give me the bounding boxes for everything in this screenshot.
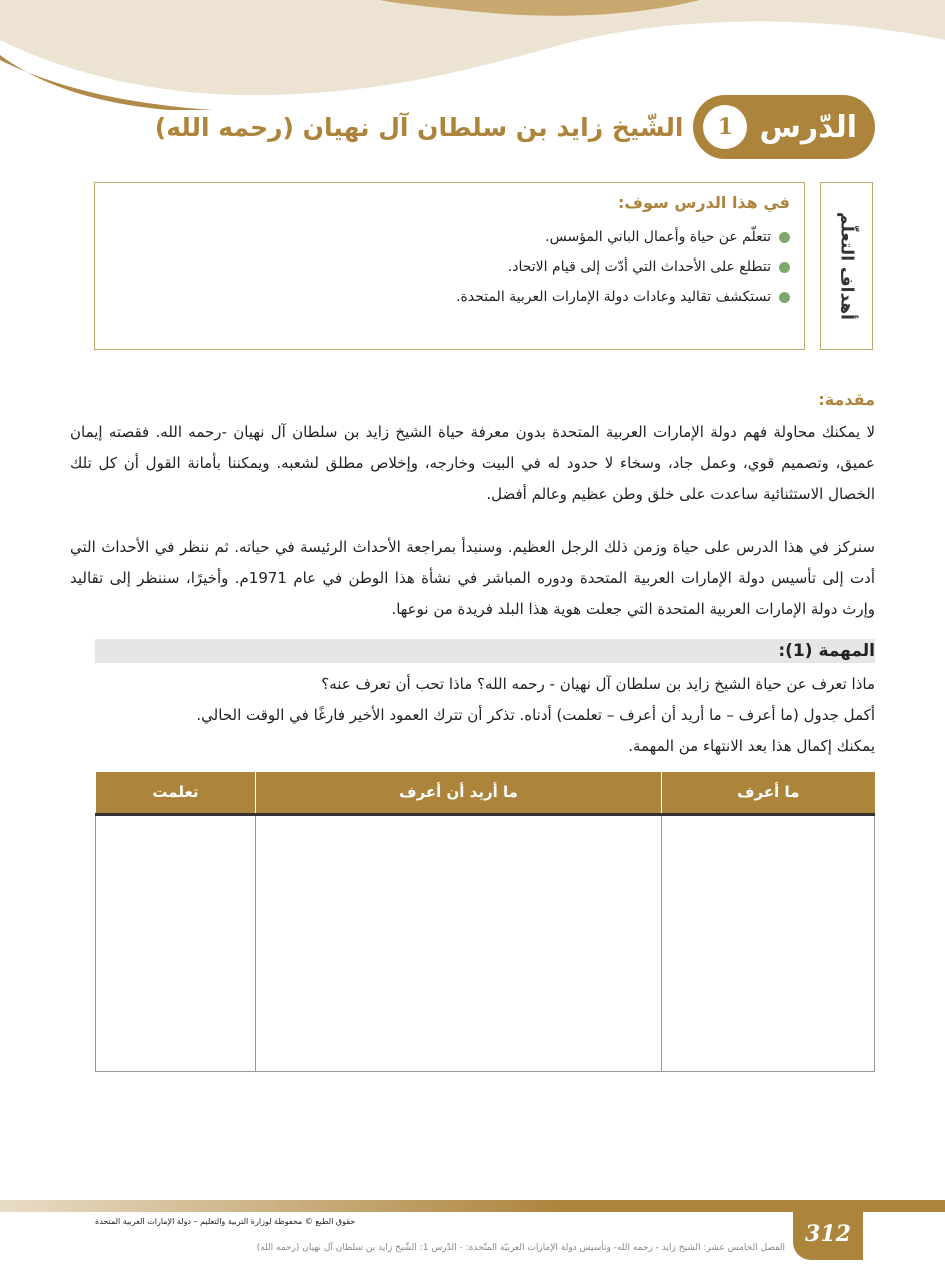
task-title: المهمة (1): — [778, 641, 875, 661]
goal-item — [109, 222, 790, 252]
goals-heading: في هذا الدرس سوف: — [618, 193, 790, 212]
want-cell[interactable] — [255, 814, 661, 1072]
intro-heading: مقدمة: — [818, 390, 875, 409]
lesson-number: 1 — [703, 105, 747, 149]
lesson-label: الدّرس — [759, 109, 857, 145]
goal-item — [109, 252, 790, 282]
decorative-header-wave — [0, 0, 945, 110]
column-header-know: ما أعرف — [662, 772, 875, 814]
learned-cell[interactable] — [96, 814, 256, 1072]
column-header-learned: تعلمت — [96, 772, 256, 814]
kwl-table — [95, 772, 875, 1072]
lesson-title: الشّيخ زايد بن سلطان آل نهيان (رحمه الله) — [154, 112, 684, 142]
task-line: أكمل جدول (ما أعرف – ما أريد أن أعرف – تعلمت) أدناه. تذكر أن تترك العمود الأخير فارغًا في الوقت الحالي. — [196, 706, 875, 724]
bullet-icon — [779, 232, 790, 243]
goal-item — [109, 282, 790, 312]
lesson-badge — [693, 95, 875, 159]
column-header-want: ما أريد أن أعرف — [255, 772, 661, 814]
intro-paragraph: سنركز في هذا الدرس على حياة وزمن ذلك الرجل العظيم. وسنبدأ بمراجعة الأحداث الرئيسة في حياته. ثم ننظر في الأحداث التي أدت إلى تأسيس دولة الإمارات العربية المتحدة ودوره المباشر في نشأة هذا الوطن في عام 1971م. وأخيرًا، سننظر إلى تقاليد وإرث دولة الإمارات العربية المتحدة التي جعلت هوية هذا البلد فريدة من نوعها. — [70, 538, 875, 618]
intro-paragraph: لا يمكنك محاولة فهم دولة الإمارات العربية المتحدة بدون معرفة حياة الشيخ زايد بن سلطان آل نهيان -رحمه الله. فقصته إيمان عميق، وتصميم قوي، وعمل جاد، وسخاء لا حدود له في البيت وخارجه، وإخلاص مطلق لشعبه. ويمكننا بأمانة القول أن كل تلك الخصال الاستثنائية ساعدت على خلق وطن عظيم وعالم أفضل. — [70, 423, 875, 503]
page-number: 312 — [793, 1208, 863, 1260]
goal-text: تتطلع على الأحداث التي أدّت إلى قيام الاتحاد. — [507, 259, 771, 275]
task-line: ماذا تعرف عن حياة الشيخ زايد بن سلطان آل نهيان - رحمه الله؟ ماذا تحب أن تعرف عنه؟ — [321, 675, 875, 693]
lesson-header — [155, 95, 875, 159]
task-header-bar — [95, 639, 875, 663]
task-instructions — [70, 669, 875, 762]
chapter-footer: الفصل الخامس عشر: الشيخ زايد - رحمه الله- وتأسيس دولة الإمارات العربيّة المتّحدة: - الدّرس 1: الشّيخ زايد بن سلطان آل نهيان (رحمه الله) — [256, 1243, 785, 1253]
goal-text: تستكشف تقاليد وعادات دولة الإمارات العربية المتحدة. — [456, 289, 771, 305]
learning-goals-label — [820, 182, 873, 350]
know-cell[interactable] — [662, 814, 875, 1072]
learning-goals-text: أهداف التعلّم — [836, 212, 857, 320]
bullet-icon — [779, 292, 790, 303]
bullet-icon — [779, 262, 790, 273]
main-content — [70, 390, 875, 1072]
goal-text: تتعلّم عن حياة وأعمال الباني المؤسس. — [545, 229, 771, 245]
task-line: يمكنك إكمال هذا بعد الانتهاء من المهمة. — [628, 737, 875, 755]
copyright: حقوق الطبع © محفوظة لوزارة التربية والتعليم – دولة الإمارات العربية المتحدة — [95, 1217, 356, 1226]
learning-goals-box — [94, 182, 805, 350]
